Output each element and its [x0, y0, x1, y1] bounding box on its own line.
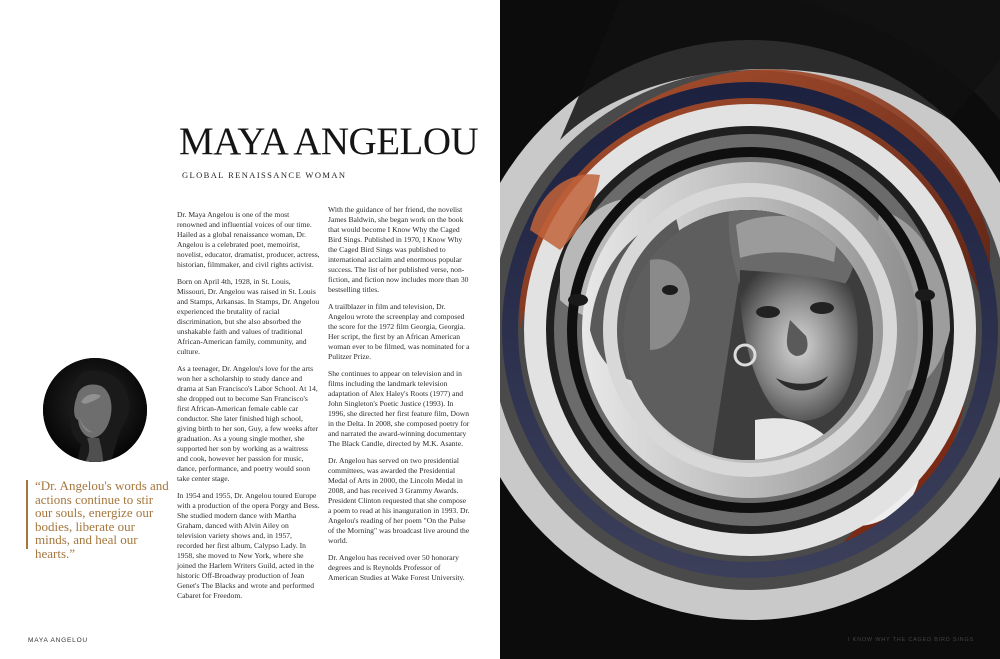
paragraph: Dr. Angelou has served on two presidential committees, was awarded the Presidential Medal of Arts in 2000, the Lincoln Medal in 2008, and has received 3 Grammy Awards. President Clinton requested that she compose a poem to read at his inauguration in 1993. Dr. Angelou's reading of her poem "On the Pulse of the Morning" was broadcast live around the world. [328, 455, 470, 545]
body-column-2 [328, 205, 471, 589]
paragraph: As a teenager, Dr. Angelou's love for the arts won her a scholarship to study dance and drama at San Francisco's Labor School. At 14, she dropped out to become San Francisco's first African-American female cable car conductor. She later finished high school, giving birth to her son, Guy, a few weeks after graduation. As a young single mother, she supported her son by working as a waitress and cook, however her passion for music, dance, performance, and poetry would soon take center stage. [177, 363, 319, 484]
quote-rule [26, 480, 28, 549]
folio-left: MAYA ANGELOU [28, 637, 88, 644]
portrait-photo [43, 358, 147, 462]
pull-quote: “Dr. Angelou's words and actions continue to stir our souls, energize our bodies, liberate our minds, and heal our hearts.” [35, 478, 169, 561]
article-subtitle: GLOBAL RENAISSANCE WOMAN [182, 170, 347, 180]
right-page [500, 0, 1000, 659]
paragraph: In 1954 and 1955, Dr. Angelou toured Europe with a production of the opera Porgy and Bess. She studied modern dance with Martha Graham, danced with Alvin Ailey on television variety shows and, in 1957, recorded her first album, Calypso Lady. In 1958, she moved to New York, where she joined the Harlem Writers Guild, acted in the historic Off-Broadway production of Jean Genet's The Blacks and wrote and performed Cabaret for Freedom. [177, 490, 320, 601]
paragraph: Born on April 4th, 1928, in St. Louis, Missouri, Dr. Angelou was raised in St. Louis and Stamps, Arkansas. In Stamps, Dr. Angelou experienced the brutality of racial discrimination, but she also absorbed the unshakable faith and values of traditional African-American family, community, and culture. [177, 276, 320, 357]
body-column-1 [177, 210, 320, 608]
paragraph: Dr. Maya Angelou is one of the most renowned and influential voices of our time. Hailed as a global renaissance woman, Dr. Angelou is a celebrated poet, memoirist, novelist, educator, dramatist, producer, actress, historian, filmmaker, and civil rights activist. [177, 210, 320, 270]
paragraph: Dr. Angelou has received over 50 honorary degrees and is Reynolds Professor of American Studies at Wake Forest University. [328, 552, 465, 582]
folio-right: I KNOW WHY THE CAGED BIRD SINGS [847, 637, 974, 643]
concentric-collage-art [500, 0, 1000, 659]
portrait-silhouette [43, 358, 147, 462]
paragraph: With the guidance of her friend, the novelist James Baldwin, she began work on the book that would become I Know Why the Caged Bird Sings. Published in 1970, I Know Why the Caged Bird Sings was published to international acclaim and enormous popular success. The list of her published verse, non-fiction, and fiction now includes more than 30 bestselling titles. [328, 205, 469, 295]
paragraph: She continues to appear on television and in films including the landmark television adaptation of Alex Haley's Roots (1977) and John Singleton's Poetic Justice (1993). In 1996, she directed her first feature film, Down in the Delta. In 2008, she composed poetry for and narrated the award-winning documentary The Black Candle, directed by M.K. Asante. [328, 368, 470, 449]
paragraph: A trailblazer in film and television, Dr. Angelou wrote the screenplay and composed the score for the 1972 film Georgia, Georgia. Her script, the first by an African American woman ever to be filmed, was nominated for a Pulitzer Prize. [328, 301, 470, 362]
article-title: MAYA ANGELOU [179, 120, 479, 163]
